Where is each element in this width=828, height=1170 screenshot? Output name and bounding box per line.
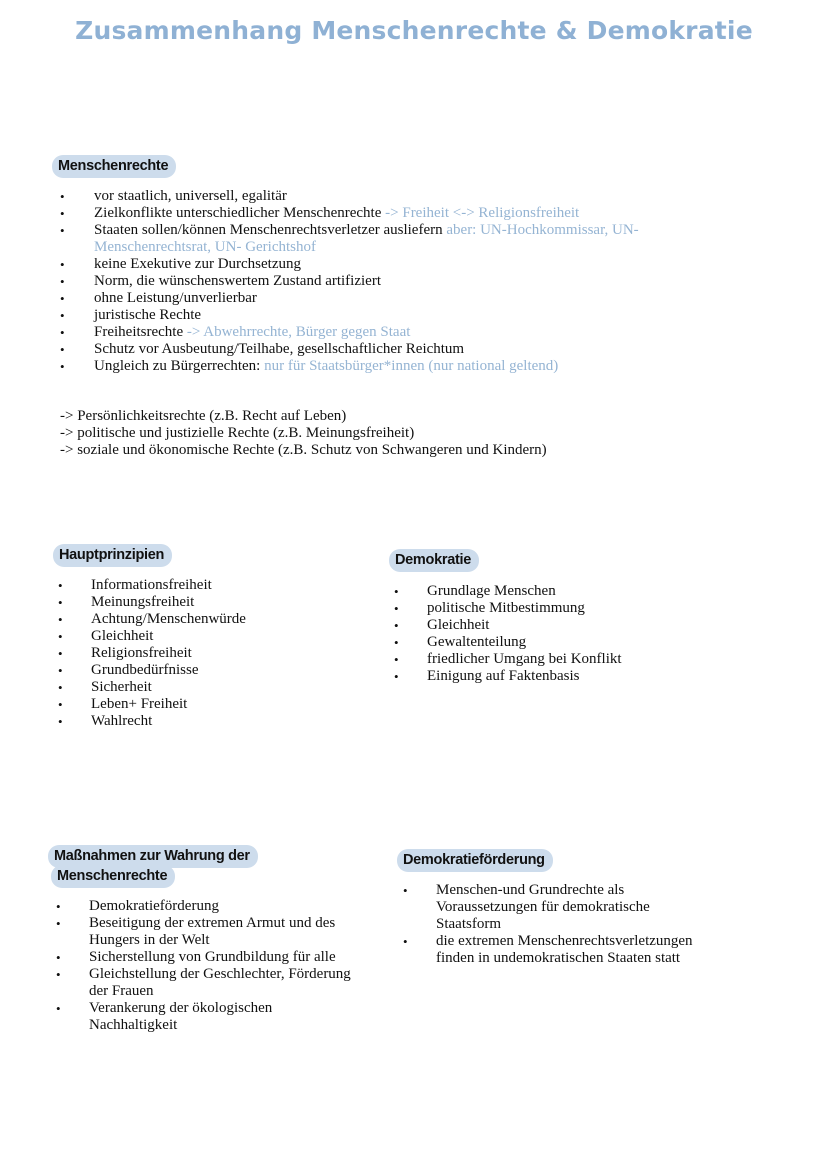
annotation: -> Abwehrrechte, Bürger gegen Staat bbox=[186, 324, 411, 340]
list-item: • Ungleich zu Bürgerrechten: nur für Staatsbürger*innen (nur national geltend) bbox=[60, 358, 760, 375]
list-item: • Gleichstellung der Geschlechter, Förderung der Frauen bbox=[56, 966, 361, 1000]
list-item: • Freiheitsrechte -> Abwehrrechte, Bürger gegen Staat bbox=[60, 324, 760, 341]
list-item: • Sicherstellung von Grundbildung für alle bbox=[56, 949, 361, 966]
list-item: • Verankerung der ökologischen Nachhaltigkeit bbox=[56, 1000, 361, 1034]
list-item: • die extremen Menschenrechtsverletzungen finden in undemokratischen Staaten statt bbox=[403, 933, 723, 967]
list-item: • friedlicher Umgang bei Konflikt bbox=[394, 651, 794, 668]
hauptprinzipien-list bbox=[58, 577, 358, 730]
list-item: • Grundlage Menschen bbox=[394, 583, 794, 600]
list-item: • vor staatlich, universell, egalitär bbox=[60, 188, 760, 205]
list-item: • juristische Rechte bbox=[60, 307, 760, 324]
list-item: • keine Exekutive zur Durchsetzung bbox=[60, 256, 760, 273]
demokratiefoerderung-list bbox=[403, 882, 723, 967]
heading-demokratiefoerderung: Demokratieförderung bbox=[397, 849, 553, 872]
annotation: nur für Staatsbürger*innen (nur national geltend) bbox=[264, 358, 559, 374]
list-item: • Sicherheit bbox=[58, 679, 358, 696]
demokratie-list bbox=[394, 583, 794, 685]
heading-menschenrechte: Menschenrechte bbox=[52, 155, 176, 178]
list-item: • Gleichheit bbox=[394, 617, 794, 634]
list-item: • politische Mitbestimmung bbox=[394, 600, 794, 617]
list-item: • Norm, die wünschenswertem Zustand artifiziert bbox=[60, 273, 760, 290]
heading-demokratie: Demokratie bbox=[389, 549, 479, 572]
rights-categories bbox=[60, 408, 547, 459]
list-item: • Gewaltenteilung bbox=[394, 634, 794, 651]
list-item: • Zielkonflikte unterschiedlicher Menschenrechte -> Freiheit <-> Religionsfreiheit bbox=[60, 205, 760, 222]
list-item: • Demokratieförderung bbox=[56, 898, 361, 915]
list-item: • Leben+ Freiheit bbox=[58, 696, 358, 713]
list-item: • Beseitigung der extremen Armut und des Hungers in der Welt bbox=[56, 915, 361, 949]
category-line: -> soziale und ökonomische Rechte (z.B. Schutz von Schwangeren und Kindern) bbox=[60, 442, 547, 458]
list-item: • Gleichheit bbox=[58, 628, 358, 645]
category-line: -> Persönlichkeitsrechte (z.B. Recht auf Leben) bbox=[60, 408, 347, 424]
massnahmen-list bbox=[56, 898, 361, 1034]
heading-massnahmen: Maßnahmen zur Wahrung der bbox=[48, 845, 258, 868]
annotation: -> Freiheit <-> Religionsfreiheit bbox=[385, 205, 580, 221]
list-item: • ohne Leistung/unverlierbar bbox=[60, 290, 760, 307]
list-item: • Achtung/Menschenwürde bbox=[58, 611, 358, 628]
menschenrechte-list bbox=[60, 188, 760, 375]
heading-massnahmen-line2: Menschenrechte bbox=[51, 865, 175, 888]
list-item: • Meinungsfreiheit bbox=[58, 594, 358, 611]
page-title: Zusammenhang Menschenrechte & Demokratie bbox=[75, 16, 753, 45]
list-item: • Wahlrecht bbox=[58, 713, 358, 730]
list-item: • Staaten sollen/können Menschenrechtsverletzer ausliefern aber: UN-Hochkommissar, UN-Menschenrechtsrat, UN- Gerichtshof bbox=[60, 222, 760, 256]
list-item: • Informationsfreiheit bbox=[58, 577, 358, 594]
category-line: -> politische und justizielle Rechte (z.B. Meinungsfreiheit) bbox=[60, 425, 415, 441]
heading-hauptprinzipien: Hauptprinzipien bbox=[53, 544, 172, 567]
list-item: • Einigung auf Faktenbasis bbox=[394, 668, 794, 685]
list-item: • Menschen-und Grundrechte als Voraussetzungen für demokratische Staatsform bbox=[403, 882, 723, 933]
list-item: • Grundbedürfnisse bbox=[58, 662, 358, 679]
list-item: • Schutz vor Ausbeutung/Teilhabe, gesellschaftlicher Reichtum bbox=[60, 341, 760, 358]
list-item: • Religionsfreiheit bbox=[58, 645, 358, 662]
annotation: aber: UN-Hochkommissar, UN-Menschenrechtsrat, UN- Gerichtshof bbox=[94, 222, 639, 255]
